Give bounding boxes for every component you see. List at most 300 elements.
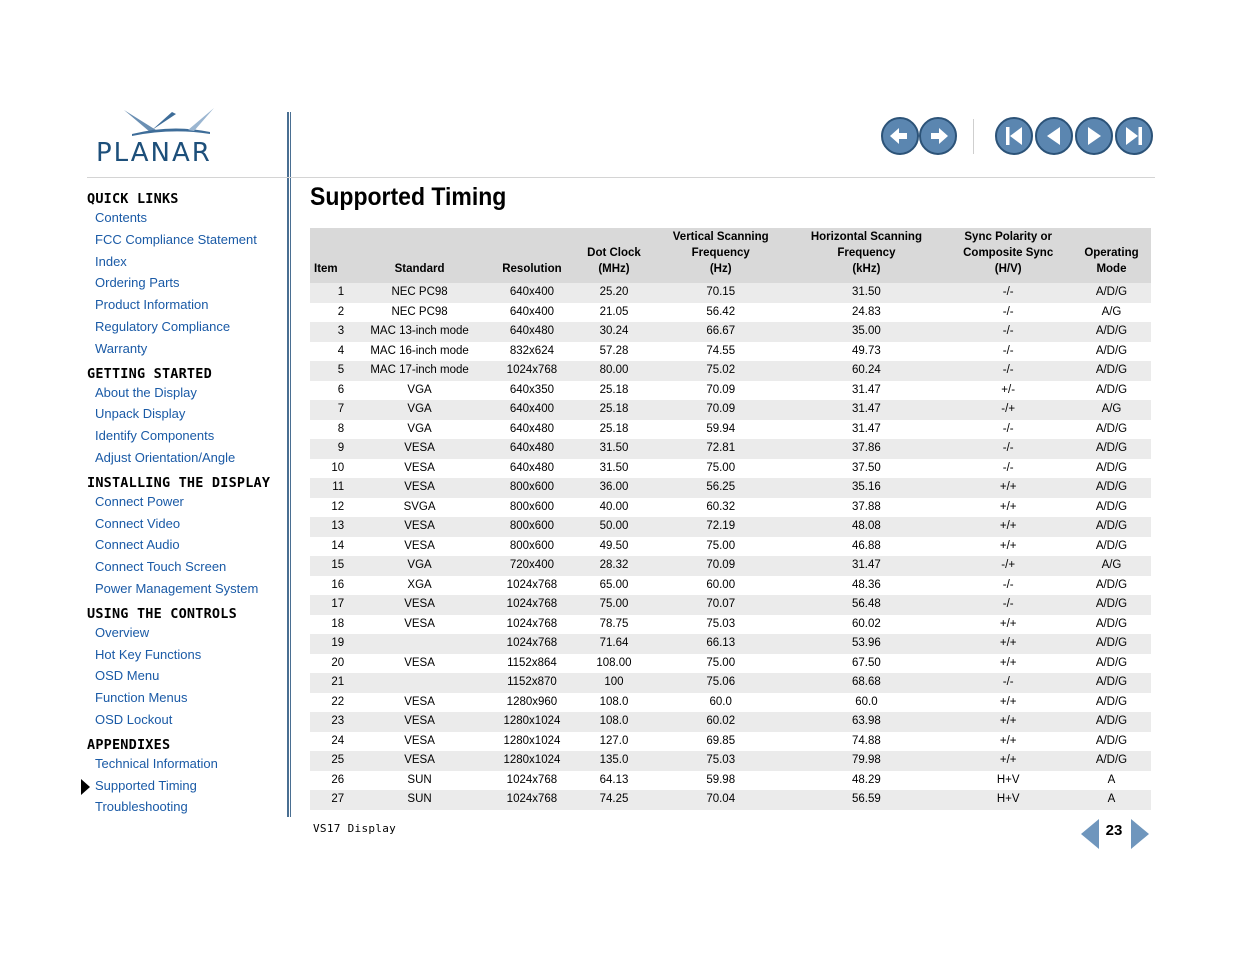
- cell-vertical-frequency: 70.09: [706, 559, 736, 571]
- cell-dot-clock: 78.75: [599, 617, 629, 630]
- column-header-line: Horizontal Scanning: [810, 231, 922, 243]
- cell-operating-mode: A/D/G: [1095, 656, 1128, 669]
- cell-resolution: 1280x960: [506, 695, 558, 708]
- cell-horizontal-frequency: 31.47: [852, 383, 881, 396]
- cell-dot-clock: 108.0: [599, 715, 629, 727]
- forward-icon: [925, 123, 951, 149]
- cell-resolution: 1024x768: [506, 578, 558, 591]
- cell-sync-polarity: -/-: [1002, 344, 1014, 357]
- table-row: [310, 537, 1151, 557]
- page-number: 23: [1105, 822, 1123, 839]
- cell-item: 20: [331, 656, 345, 669]
- sidebar-item-about-display[interactable]: About the Display: [95, 384, 197, 400]
- cell-standard: NEC PC98: [391, 286, 448, 298]
- cell-sync-polarity: -/+: [1001, 403, 1016, 415]
- cell-standard: VESA: [404, 481, 435, 493]
- cell-vertical-frequency: 60.02: [706, 715, 736, 727]
- cell-item: 24: [331, 734, 345, 747]
- cell-resolution: 640x400: [509, 286, 554, 298]
- cell-resolution: 640x480: [509, 442, 554, 454]
- cell-sync-polarity: +/+: [999, 656, 1017, 669]
- cell-standard: [350, 673, 489, 693]
- cell-item: 6: [337, 383, 345, 396]
- cell-vertical-frequency: 75.06: [706, 676, 736, 688]
- table-row: [310, 381, 1151, 401]
- cell-sync-polarity: -/-: [1002, 442, 1014, 454]
- cell-sync-polarity: -/-: [1002, 325, 1014, 337]
- cell-vertical-frequency: 70.09: [706, 403, 736, 415]
- sidebar-item-ordering-parts[interactable]: Ordering Parts: [95, 275, 180, 291]
- cell-item: 26: [331, 773, 345, 786]
- cell-resolution: 1024x768: [506, 598, 558, 610]
- cell-dot-clock: 28.32: [599, 559, 629, 571]
- next-page-arrow-icon: [1131, 819, 1149, 849]
- cell-operating-mode: A/D/G: [1095, 383, 1128, 396]
- cell-dot-clock: 36.00: [599, 481, 629, 493]
- cell-operating-mode: A/G: [1101, 559, 1122, 571]
- column-header-line: Dot Clock: [587, 247, 641, 259]
- cell-dot-clock: 74.25: [599, 793, 629, 805]
- column-header-line: Composite Sync: [963, 247, 1054, 259]
- cell-dot-clock: 25.18: [599, 403, 629, 415]
- cell-resolution: 640x480: [509, 422, 554, 435]
- cell-dot-clock: 100: [604, 676, 624, 688]
- previous-page-icon: [1041, 123, 1067, 149]
- cell-horizontal-frequency: 60.0: [855, 695, 878, 708]
- table-row: [310, 303, 1151, 323]
- section-title-quick-links: QUICK LINKS: [87, 191, 179, 207]
- cell-vertical-frequency: 60.32: [706, 500, 736, 513]
- cell-horizontal-frequency: 67.50: [852, 656, 881, 669]
- cell-sync-polarity: -/-: [1002, 676, 1014, 688]
- column-header-line: Standard: [394, 263, 445, 275]
- cell-horizontal-frequency: 68.68: [852, 676, 881, 688]
- cell-standard: VESA: [404, 598, 435, 610]
- cell-item: 12: [331, 500, 345, 513]
- column-header-sync-polarity: [944, 228, 1072, 283]
- next-page-icon: [1081, 123, 1107, 149]
- sidebar-item-connect-power[interactable]: Connect Power: [95, 493, 184, 509]
- cell-sync-polarity: -/-: [1002, 598, 1014, 610]
- cell-item: 27: [331, 793, 345, 805]
- back-button[interactable]: [881, 117, 919, 155]
- cell-operating-mode: A: [1107, 793, 1116, 805]
- cell-operating-mode: A/D/G: [1095, 422, 1128, 435]
- nav-separator: [973, 119, 974, 154]
- cell-dot-clock: 57.28: [599, 344, 629, 357]
- section-title-using-controls: USING THE CONTROLS: [87, 605, 237, 622]
- cell-horizontal-frequency: 49.73: [852, 344, 881, 357]
- cell-sync-polarity: -/-: [1002, 286, 1014, 298]
- sidebar-nav: [87, 190, 282, 819]
- cell-operating-mode: A/G: [1101, 305, 1122, 318]
- cell-sync-polarity: -/+: [1001, 559, 1016, 571]
- forward-button[interactable]: [919, 117, 957, 155]
- table-row: [310, 595, 1151, 615]
- cell-item: 16: [331, 578, 345, 591]
- sidebar-item-overview[interactable]: Overview: [95, 624, 150, 640]
- cell-resolution: 800x600: [509, 500, 554, 513]
- cell-item: 22: [331, 695, 345, 708]
- sidebar-item-connect-video[interactable]: Connect Video: [95, 515, 181, 531]
- cell-horizontal-frequency: 31.50: [852, 286, 881, 298]
- section-title-getting-started: GETTING STARTED: [87, 365, 212, 382]
- cell-dot-clock: 127.0: [599, 734, 629, 747]
- cell-item: 14: [331, 539, 345, 552]
- cell-dot-clock: 75.00: [599, 598, 629, 610]
- sidebar-item-product-information[interactable]: Product Information: [95, 297, 209, 313]
- cell-resolution: 832x624: [509, 344, 554, 357]
- cell-standard: VESA: [404, 520, 435, 532]
- cell-dot-clock: 80.00: [599, 364, 629, 376]
- table-row: [310, 615, 1151, 635]
- cell-vertical-frequency: 75.02: [706, 364, 736, 376]
- table-row: [310, 439, 1151, 459]
- cell-dot-clock: 65.00: [599, 578, 629, 591]
- column-header-line: Vertical Scanning: [672, 231, 769, 243]
- cell-item: 13: [331, 520, 345, 532]
- first-page-button[interactable]: [995, 117, 1033, 155]
- cell-resolution: 1152x864: [507, 656, 557, 669]
- cell-resolution: 1024x768: [506, 364, 558, 376]
- cell-horizontal-frequency: 53.96: [852, 637, 881, 649]
- sidebar-item-troubleshooting[interactable]: Troubleshooting: [95, 799, 188, 815]
- cell-sync-polarity: -/-: [1002, 422, 1014, 435]
- sidebar-item-technical-information[interactable]: Technical Information: [95, 755, 218, 771]
- table-row: [310, 693, 1151, 713]
- sidebar-item-hot-key-functions[interactable]: Hot Key Functions: [95, 646, 202, 662]
- cell-standard: NEC PC98: [391, 305, 448, 318]
- cell-operating-mode: A/D/G: [1095, 695, 1128, 708]
- cell-sync-polarity: -/-: [1002, 364, 1014, 376]
- cell-horizontal-frequency: 79.98: [852, 754, 881, 766]
- sidebar-item-connect-audio[interactable]: Connect Audio: [95, 537, 180, 553]
- sidebar-item-connect-touch-screen[interactable]: Connect Touch Screen: [95, 559, 227, 575]
- cell-item: 17: [331, 598, 345, 610]
- table-row: [310, 517, 1151, 537]
- column-header-line: Item: [314, 263, 338, 275]
- cell-dot-clock: 25.18: [599, 383, 629, 396]
- section-title-appendixes: APPENDIXES: [87, 736, 171, 753]
- sidebar-item-regulatory-compliance[interactable]: Regulatory Compliance: [95, 318, 231, 334]
- column-header-line: Resolution: [502, 263, 562, 275]
- cell-standard: VESA: [404, 539, 435, 552]
- cell-resolution: 800x600: [509, 539, 554, 552]
- cell-operating-mode: A/D/G: [1095, 344, 1128, 357]
- column-header-line: (kHz): [852, 263, 881, 275]
- cell-horizontal-frequency: 31.47: [852, 403, 881, 415]
- sidebar-item-fcc-compliance[interactable]: FCC Compliance Statement: [95, 231, 257, 247]
- cell-standard: VESA: [404, 617, 435, 630]
- cell-horizontal-frequency: 48.29: [852, 773, 881, 786]
- cell-vertical-frequency: 56.25: [706, 481, 736, 493]
- cell-horizontal-frequency: 63.98: [852, 715, 881, 727]
- cell-operating-mode: A/D/G: [1095, 442, 1128, 454]
- cell-vertical-frequency: 70.09: [706, 383, 736, 396]
- cell-operating-mode: A/D/G: [1095, 364, 1128, 376]
- cell-vertical-frequency: 60.00: [706, 578, 736, 591]
- column-header-line: (MHz): [598, 263, 630, 275]
- cell-dot-clock: 71.64: [599, 637, 629, 649]
- table-row: [310, 556, 1151, 576]
- cell-item: 25: [331, 754, 345, 766]
- table-row: [310, 751, 1151, 771]
- sidebar-item-osd-menu[interactable]: OSD Menu: [95, 668, 160, 684]
- cell-resolution: 640x480: [509, 325, 554, 337]
- column-header-line: (Hz): [709, 263, 732, 275]
- cell-standard: [350, 634, 489, 654]
- cell-vertical-frequency: 66.13: [706, 637, 736, 649]
- table-row: [310, 771, 1151, 791]
- cell-standard: VESA: [404, 715, 435, 727]
- cell-sync-polarity: H+V: [996, 773, 1020, 786]
- cell-item: 7: [337, 403, 345, 415]
- cell-operating-mode: A/D/G: [1095, 286, 1128, 298]
- cell-horizontal-frequency: 48.36: [852, 578, 881, 591]
- table-row: [310, 790, 1151, 810]
- column-header-dot-clock: [575, 228, 653, 283]
- cell-vertical-frequency: 75.03: [706, 754, 736, 766]
- cell-standard: VGA: [407, 403, 432, 415]
- table-row: [310, 361, 1151, 381]
- cell-standard: VESA: [404, 695, 435, 708]
- column-header-resolution: [489, 228, 575, 283]
- column-header-item: [310, 228, 350, 283]
- back-icon: [887, 123, 913, 149]
- column-header-standard: [350, 228, 489, 283]
- cell-horizontal-frequency: 74.88: [852, 734, 881, 747]
- cell-standard: VESA: [404, 656, 435, 669]
- cell-resolution: 1280x1024: [503, 715, 561, 727]
- cell-resolution: 720x400: [509, 559, 554, 571]
- cell-resolution: 1152x870: [507, 676, 557, 688]
- cell-horizontal-frequency: 56.48: [852, 598, 881, 610]
- cell-operating-mode: A/D/G: [1095, 578, 1128, 591]
- cell-vertical-frequency: 69.85: [706, 734, 736, 747]
- cell-sync-polarity: +/+: [999, 500, 1017, 513]
- cell-dot-clock: 64.13: [599, 773, 629, 786]
- cell-resolution: 800x600: [509, 481, 554, 493]
- cell-sync-polarity: -/-: [1002, 461, 1014, 474]
- cell-resolution: 1024x768: [506, 617, 558, 630]
- cell-horizontal-frequency: 60.02: [852, 617, 881, 630]
- cell-item: 23: [331, 715, 345, 727]
- cell-dot-clock: 108.00: [596, 656, 632, 669]
- cell-sync-polarity: H+V: [996, 793, 1020, 805]
- cell-horizontal-frequency: 48.08: [852, 520, 881, 532]
- cell-resolution: 1280x1024: [503, 754, 561, 766]
- table-row: [310, 634, 1151, 654]
- table-row: [310, 322, 1151, 342]
- cell-standard: VESA: [404, 442, 435, 454]
- cell-sync-polarity: +/+: [999, 637, 1017, 649]
- cell-horizontal-frequency: 31.47: [852, 422, 881, 435]
- cell-operating-mode: A/D/G: [1095, 637, 1128, 649]
- table-row: [310, 420, 1151, 440]
- sidebar-item-unpack-display[interactable]: Unpack Display: [95, 406, 186, 422]
- cell-horizontal-frequency: 37.86: [852, 442, 881, 454]
- cell-horizontal-frequency: 35.00: [852, 325, 881, 337]
- sidebar-item-power-management[interactable]: Power Management System: [95, 580, 259, 596]
- cell-dot-clock: 50.00: [599, 520, 629, 532]
- sidebar-item-adjust-orientation[interactable]: Adjust Orientation/Angle: [95, 449, 236, 465]
- timing-table: [310, 228, 1151, 810]
- cell-standard: VESA: [404, 461, 435, 474]
- table-row: [310, 732, 1151, 752]
- cell-dot-clock: 25.20: [599, 286, 629, 298]
- cell-resolution: 640x480: [509, 461, 554, 474]
- cell-item: 5: [337, 364, 345, 376]
- column-header-line: Sync Polarity or: [964, 231, 1052, 243]
- cell-sync-polarity: -/-: [1002, 305, 1014, 318]
- cell-dot-clock: 135.0: [599, 754, 629, 766]
- cell-sync-polarity: +/+: [999, 754, 1017, 766]
- cell-standard: VGA: [407, 422, 432, 435]
- cell-standard: VGA: [407, 559, 432, 571]
- sidebar-item-supported-timing[interactable]: Supported Timing: [87, 776, 282, 798]
- table-row: [310, 673, 1151, 693]
- cell-vertical-frequency: 75.00: [706, 461, 736, 474]
- table-row: [310, 342, 1151, 362]
- table-body: [310, 283, 1151, 810]
- cell-horizontal-frequency: 24.83: [852, 305, 881, 318]
- cell-item: 1: [337, 286, 345, 298]
- cell-dot-clock: 49.50: [599, 539, 629, 552]
- cell-standard: SUN: [407, 793, 432, 805]
- cell-vertical-frequency: 70.07: [706, 598, 736, 610]
- cell-operating-mode: A/D/G: [1095, 539, 1128, 552]
- column-header-vertical-frequency: [653, 228, 788, 283]
- sidebar-divider: [287, 112, 289, 817]
- table-row: [310, 459, 1151, 479]
- sidebar-divider-secondary: [290, 112, 291, 817]
- cell-dot-clock: 30.24: [599, 325, 629, 337]
- cell-dot-clock: 31.50: [599, 461, 629, 474]
- cell-standard: SUN: [407, 773, 432, 786]
- cell-sync-polarity: +/+: [999, 695, 1017, 708]
- cell-standard: MAC 16-inch mode: [370, 344, 469, 357]
- cell-operating-mode: A/D/G: [1095, 520, 1128, 532]
- cell-sync-polarity: +/+: [999, 715, 1017, 727]
- cell-resolution: 800x600: [509, 520, 554, 532]
- cell-vertical-frequency: 74.55: [706, 344, 736, 357]
- cell-item: 21: [331, 676, 345, 688]
- brand-name: PLANAR: [96, 138, 212, 168]
- cell-operating-mode: A/D/G: [1095, 481, 1128, 493]
- cell-vertical-frequency: 70.15: [706, 286, 736, 298]
- cell-vertical-frequency: 66.67: [706, 325, 736, 337]
- cell-item: 11: [332, 481, 345, 493]
- cell-dot-clock: 31.50: [599, 442, 629, 454]
- cell-sync-polarity: +/-: [1001, 383, 1016, 396]
- cell-standard: VESA: [404, 734, 435, 747]
- cell-vertical-frequency: 72.81: [706, 442, 736, 454]
- previous-page-arrow-icon: [1081, 819, 1099, 849]
- cell-operating-mode: A/D/G: [1095, 754, 1128, 766]
- cell-vertical-frequency: 56.42: [706, 305, 736, 318]
- cell-item: 4: [337, 344, 345, 357]
- cell-operating-mode: A/D/G: [1095, 325, 1128, 337]
- column-header-line: Frequency: [837, 247, 896, 259]
- cell-operating-mode: A/D/G: [1095, 676, 1128, 688]
- cell-resolution: 1024x768: [506, 773, 558, 786]
- cell-horizontal-frequency: 60.24: [852, 364, 881, 376]
- section-title-installing-display: INSTALLING THE DISPLAY: [87, 474, 271, 491]
- cell-standard: MAC 17-inch mode: [370, 364, 469, 376]
- cell-resolution: 640x400: [509, 305, 554, 318]
- column-header-horizontal-frequency: [788, 228, 944, 283]
- column-header-line: (H/V): [994, 263, 1022, 275]
- header-divider: [87, 177, 1155, 178]
- cell-item: 15: [331, 559, 345, 571]
- cell-sync-polarity: +/+: [999, 617, 1017, 630]
- table-row: [310, 400, 1151, 420]
- cell-operating-mode: A/D/G: [1095, 598, 1128, 610]
- cell-horizontal-frequency: 37.88: [852, 500, 881, 513]
- cell-sync-polarity: +/+: [999, 481, 1017, 493]
- cell-standard: VESA: [404, 754, 435, 766]
- sidebar-item-function-menus[interactable]: Function Menus: [95, 690, 188, 706]
- cell-horizontal-frequency: 35.16: [852, 481, 881, 493]
- cell-vertical-frequency: 70.04: [706, 793, 736, 805]
- column-header-line: Frequency: [691, 247, 750, 259]
- cell-horizontal-frequency: 46.88: [852, 539, 881, 552]
- sidebar-item-identify-components[interactable]: Identify Components: [95, 428, 215, 444]
- sidebar-item-osd-lockout[interactable]: OSD Lockout: [95, 711, 173, 727]
- table-header-row: [310, 228, 1151, 283]
- cell-vertical-frequency: 60.0: [709, 695, 732, 708]
- sidebar-item-index[interactable]: Index: [95, 253, 127, 269]
- cell-standard: MAC 13-inch mode: [370, 325, 469, 337]
- cell-resolution: 1280x1024: [503, 734, 561, 747]
- cell-vertical-frequency: 75.03: [706, 617, 736, 630]
- cell-operating-mode: A/D/G: [1095, 461, 1128, 474]
- sidebar-item-warranty[interactable]: Warranty: [95, 340, 148, 356]
- cell-operating-mode: A/D/G: [1095, 617, 1128, 630]
- cell-dot-clock: 108.0: [599, 695, 629, 708]
- cell-item: 10: [331, 461, 345, 474]
- next-page-button[interactable]: [1075, 117, 1113, 155]
- cell-item: 9: [337, 442, 345, 454]
- cell-resolution: 640x350: [509, 383, 554, 396]
- table-row: [310, 283, 1151, 303]
- cell-vertical-frequency: 59.98: [706, 773, 736, 786]
- table-row: [310, 478, 1151, 498]
- cell-sync-polarity: +/+: [999, 520, 1017, 532]
- footer-product-name: VS17 Display: [313, 822, 397, 835]
- table-row: [310, 498, 1151, 518]
- sidebar-item-contents[interactable]: Contents: [95, 210, 148, 225]
- cell-horizontal-frequency: 31.47: [852, 559, 881, 571]
- cell-sync-polarity: +/+: [999, 734, 1017, 747]
- cell-vertical-frequency: 75.00: [706, 656, 736, 669]
- cell-item: 19: [331, 637, 345, 649]
- previous-page-button[interactable]: [1035, 117, 1073, 155]
- cell-vertical-frequency: 75.00: [706, 539, 736, 552]
- cell-resolution: 640x400: [509, 403, 554, 415]
- cell-item: 3: [337, 325, 345, 337]
- cell-item: 2: [337, 305, 345, 318]
- cell-sync-polarity: +/+: [999, 539, 1017, 552]
- page-title: Supported Timing: [310, 183, 507, 211]
- cell-dot-clock: 21.05: [599, 305, 629, 318]
- cell-item: 18: [331, 617, 345, 630]
- last-page-button[interactable]: [1115, 117, 1153, 155]
- cell-standard: XGA: [407, 578, 432, 591]
- table-row: [310, 576, 1151, 596]
- cell-resolution: 1024x768: [506, 793, 558, 805]
- cell-item: 8: [337, 422, 345, 435]
